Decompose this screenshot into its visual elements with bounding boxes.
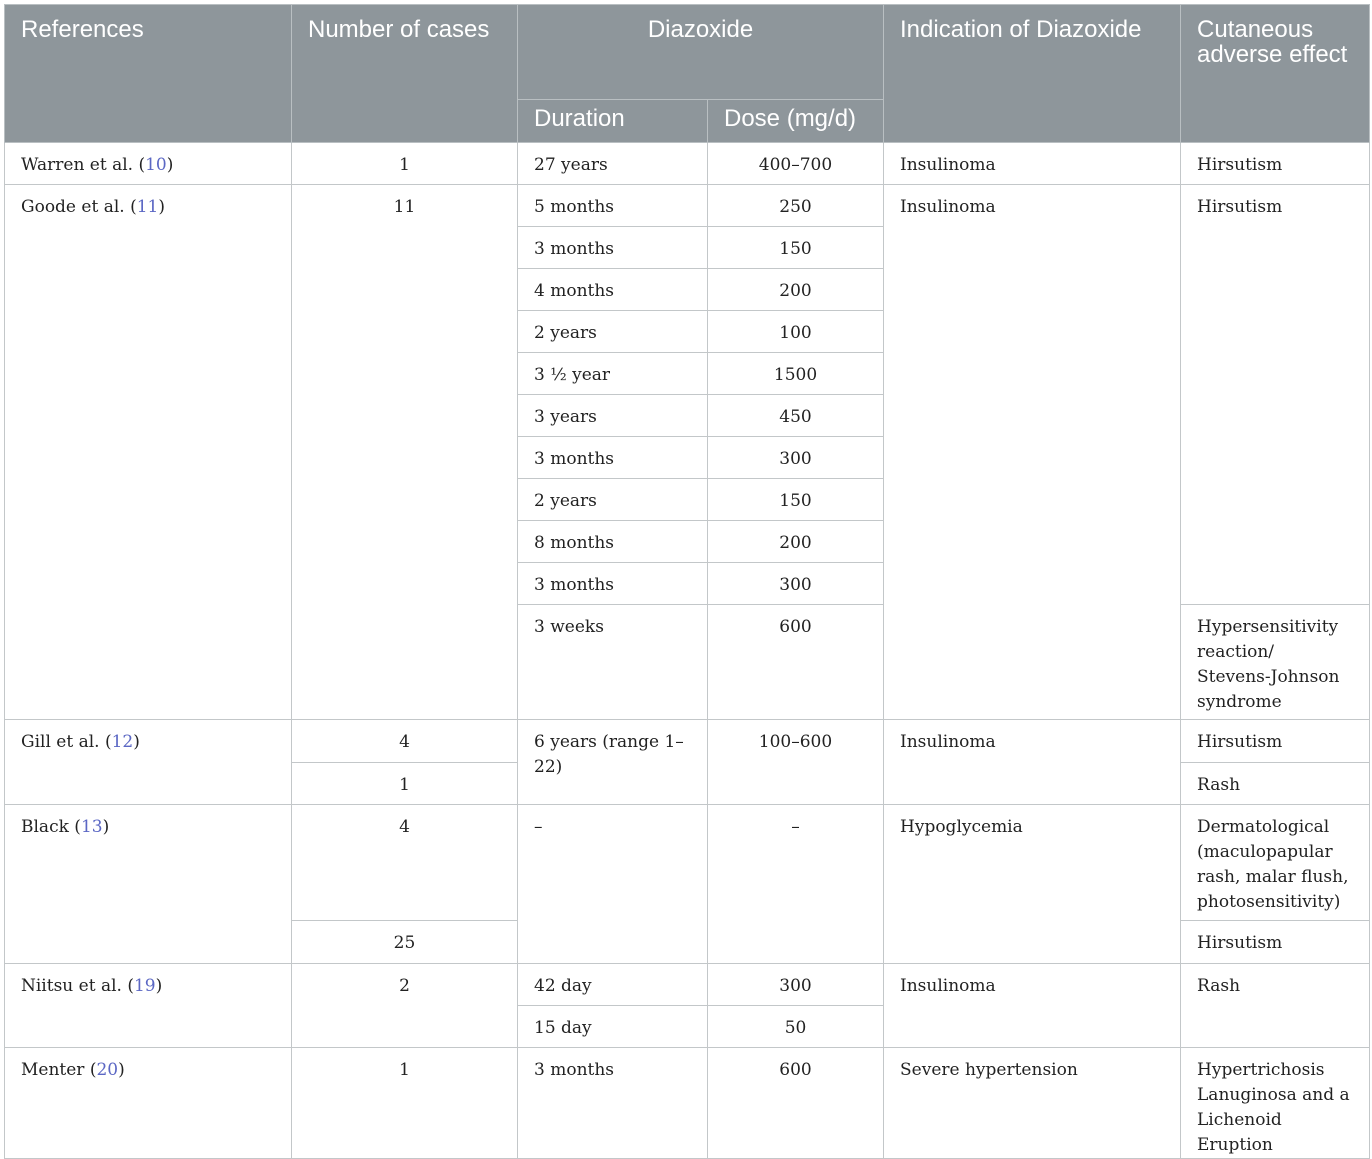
duration-cell: 6 years (range 1–22) (518, 720, 708, 805)
dose-cell: 200 (708, 269, 884, 311)
indication-cell: Insulinoma (884, 185, 1181, 720)
table-row (5, 1048, 1370, 1159)
effect-cell: Rash (1181, 964, 1370, 1048)
duration-cell: 3 months (518, 563, 708, 605)
reference-cell: Warren et al. (10) (5, 143, 292, 185)
header-indication: Indication of Diazoxide (884, 5, 1181, 143)
reference-link[interactable]: 12 (111, 732, 134, 752)
duration-cell: 3 ½ year (518, 353, 708, 395)
indication-cell: Insulinoma (884, 143, 1181, 185)
duration-cell: 27 years (518, 143, 708, 185)
reference-cell: Black (13) (5, 805, 292, 964)
dose-cell: 300 (708, 964, 884, 1006)
indication-cell: Insulinoma (884, 964, 1181, 1048)
table-row (5, 964, 1370, 1006)
effect-cell: Hirsutism (1181, 143, 1370, 185)
reference-link[interactable]: 10 (145, 155, 167, 175)
duration-cell: 8 months (518, 521, 708, 563)
header-diazoxide: Diazoxide (518, 5, 884, 100)
effect-cell: Hirsutism (1181, 921, 1370, 964)
dose-cell: 200 (708, 521, 884, 563)
effect-cell: Hypersensitivity reaction/ Stevens-Johnson syndrome (1181, 605, 1370, 720)
duration-cell: 15 day (518, 1006, 708, 1048)
indication-cell: Severe hypertension (884, 1048, 1181, 1159)
effect-cell: Hypertrichosis Lanuginosa and a Lichenoid Eruption (1181, 1048, 1370, 1159)
reference-link[interactable]: 19 (133, 976, 156, 996)
cases-cell: 11 (292, 185, 518, 720)
header-number-of-cases: Number of cases (292, 5, 518, 143)
duration-cell: 42 day (518, 964, 708, 1006)
dose-cell: 250 (708, 185, 884, 227)
reference-cell: Goode et al. (11) (5, 185, 292, 720)
dose-cell: 300 (708, 437, 884, 479)
dose-cell: 150 (708, 479, 884, 521)
reference-cell: Gill et al. (12) (5, 720, 292, 805)
dose-cell: 150 (708, 227, 884, 269)
duration-cell: 5 months (518, 185, 708, 227)
duration-cell: 3 months (518, 227, 708, 269)
header-duration: Duration (518, 100, 708, 143)
effect-cell: Dermatological (maculopapular rash, malar flush, photosensitivity) (1181, 805, 1370, 921)
dose-cell: 100 (708, 311, 884, 353)
cases-cell: 1 (292, 763, 518, 805)
table-row (5, 805, 1370, 921)
table-row (5, 143, 1370, 185)
effect-cell: Hirsutism (1181, 185, 1370, 605)
duration-cell: 3 years (518, 395, 708, 437)
reference-link[interactable]: 20 (96, 1060, 119, 1080)
dose-cell: 600 (708, 1048, 884, 1159)
table-row (5, 185, 1370, 227)
duration-cell: 3 months (518, 1048, 708, 1159)
dose-cell: 100–600 (708, 720, 884, 805)
effect-cell: Hirsutism (1181, 720, 1370, 763)
reference-cell: Menter (20) (5, 1048, 292, 1159)
reference-cell: Niitsu et al. (19) (5, 964, 292, 1048)
header-references: References (5, 5, 292, 143)
cases-cell: 1 (292, 143, 518, 185)
cases-cell: 4 (292, 805, 518, 921)
duration-cell: 4 months (518, 269, 708, 311)
cases-cell: 1 (292, 1048, 518, 1159)
cases-cell: 2 (292, 964, 518, 1048)
dose-cell: 600 (708, 605, 884, 720)
header-row (5, 5, 1370, 100)
effect-cell: Rash (1181, 763, 1370, 805)
dose-cell: – (708, 805, 884, 964)
duration-cell: 3 months (518, 437, 708, 479)
header-dose: Dose (mg/d) (708, 100, 884, 143)
duration-cell: 2 years (518, 479, 708, 521)
dose-cell: 450 (708, 395, 884, 437)
dose-cell: 50 (708, 1006, 884, 1048)
table-row (5, 720, 1370, 763)
dose-cell: 400–700 (708, 143, 884, 185)
dose-cell: 300 (708, 563, 884, 605)
diazoxide-cases-table (4, 4, 1370, 1159)
reference-link[interactable]: 11 (136, 197, 159, 217)
duration-cell: 3 weeks (518, 605, 708, 720)
indication-cell: Hypoglycemia (884, 805, 1181, 964)
indication-cell: Insulinoma (884, 720, 1181, 805)
cases-cell: 4 (292, 720, 518, 763)
reference-link[interactable]: 13 (80, 817, 103, 837)
dose-cell: 1500 (708, 353, 884, 395)
header-cutaneous-adverse-effect: Cutaneous adverse effect (1181, 5, 1370, 143)
duration-cell: – (518, 805, 708, 964)
cases-cell: 25 (292, 921, 518, 964)
duration-cell: 2 years (518, 311, 708, 353)
